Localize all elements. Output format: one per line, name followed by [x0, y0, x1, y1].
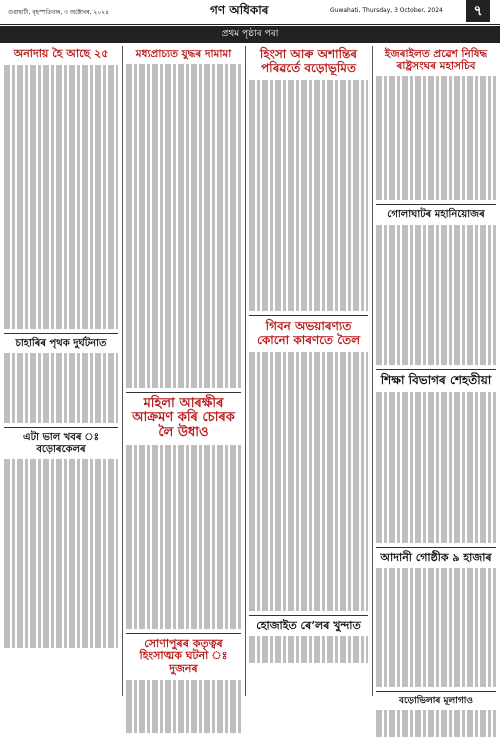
article-body — [4, 65, 118, 329]
headline-hojai: হোজাইত ৰে’লৰ খুন্দাত — [256, 618, 361, 632]
article-body — [249, 80, 368, 312]
article-body — [4, 353, 118, 423]
headline-golaghat: গোলাঘাটৰ মহানিয়োজৰ — [387, 209, 485, 221]
headline-chatragoriya: চাহাৰিৰ পৃথক দুৰ্ঘটনাত — [15, 337, 107, 349]
headline-israel: ইজৰাইলত প্ৰৱেশ নিষিদ্ধ ৰাষ্ট্ৰসংঘৰ মহাসচিব — [384, 48, 488, 73]
date-left: গুৱাহাটী, বৃহস্পতিবাৰ, ৩ অক্টোবৰ, ২০২৪ — [8, 9, 110, 16]
date-right: Guwahati, Thursday, 3 October, 2024 — [330, 7, 443, 14]
headline-sonapur: সোণাপুৰৰ কতৃত্বৰ হিংসাত্মক ঘটনা ঃ দুজনৰ — [139, 636, 228, 675]
article-divider — [376, 204, 496, 205]
headline-madhyaprachya: মধ্যপ্ৰাচ্যত যুদ্ধৰ দামামা — [135, 48, 232, 60]
column-2 — [126, 46, 241, 696]
article-divider — [126, 633, 241, 634]
page-number: ৭ — [466, 0, 490, 22]
headline-bodorokoli: এটা ভাল খবৰ ঃ বড়োৰকেলৰ — [23, 432, 99, 455]
article-divider — [376, 547, 496, 548]
column-divider — [372, 46, 373, 696]
column-1 — [4, 46, 118, 696]
masthead: গণ অধিকাৰ — [210, 3, 269, 17]
article-body — [249, 352, 368, 611]
column-divider — [245, 46, 246, 696]
headline-shiksha: শিক্ষা বিভাগৰ শেহতীয়া — [380, 372, 492, 387]
headline-adani: আদানী গোষ্ঠীক ৯ হাজাৰ — [380, 550, 492, 564]
article-body — [4, 459, 118, 648]
article-body — [126, 64, 241, 387]
article-divider — [249, 315, 368, 316]
article-body — [376, 225, 496, 365]
headline-mahila: মহিলা আৰক্ষীৰ আক্ৰমণ কৰি চোৰক লৈ উধাও — [132, 395, 235, 441]
article-divider — [4, 333, 118, 334]
column-divider — [122, 46, 123, 696]
section-band: প্ৰথম পৃষ্ঠাৰ পৰা — [0, 26, 500, 43]
article-divider — [4, 427, 118, 428]
column-3 — [249, 46, 368, 696]
top-bar — [0, 0, 500, 25]
article-body — [376, 710, 496, 737]
column-4 — [376, 46, 496, 706]
headline-anandar: অনাদায় হৈ আছে ২৫ — [13, 47, 109, 60]
headline-gibon: গিবন অভয়াৰণ্যত কোনো কাৰণতে তৈল — [256, 319, 361, 348]
headline-hingsa: হিংসা আৰু অশান্তিৰ পৰিৱৰ্তে বড়োভূমিত — [259, 47, 358, 75]
article-divider — [376, 369, 496, 370]
headline-bodoland: বড়োভিলাৰ মূলাগাও — [399, 695, 473, 706]
article-body — [249, 636, 368, 663]
article-divider — [249, 615, 368, 616]
article-divider — [376, 691, 496, 692]
article-body — [126, 445, 241, 628]
article-body — [376, 392, 496, 543]
article-body — [376, 76, 496, 200]
article-body — [126, 680, 241, 734]
article-divider — [126, 392, 241, 393]
article-body — [376, 568, 496, 687]
